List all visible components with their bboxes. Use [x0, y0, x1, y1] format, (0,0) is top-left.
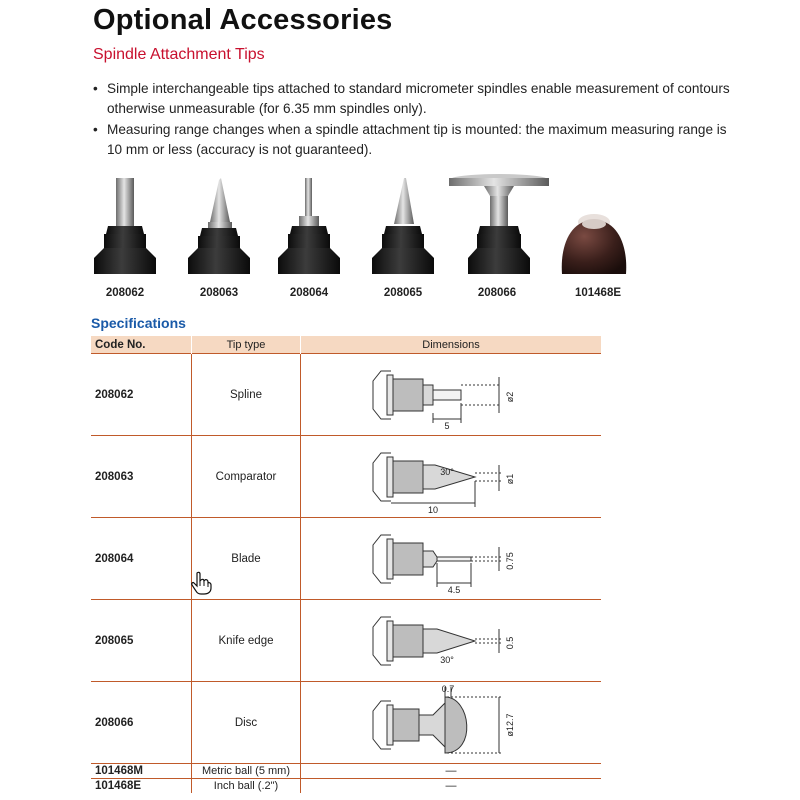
tip-type-cell: Knife edge	[192, 600, 301, 682]
dimension-cell	[301, 354, 602, 436]
code-cell: 208064	[91, 518, 192, 600]
column-header-dimensions: Dimensions	[301, 336, 602, 354]
table-row	[91, 779, 601, 794]
dimension-diameter-label: ø2	[505, 391, 515, 402]
tip-type-cell: Disc	[192, 682, 301, 764]
dimension-length-label: 4.5	[447, 584, 461, 595]
table-row	[91, 600, 601, 682]
table-row	[91, 436, 601, 518]
dimension-diameter-label: 0.5	[505, 636, 515, 649]
table-row	[91, 354, 601, 436]
tip-208063	[182, 170, 272, 282]
table-row	[91, 682, 601, 764]
table-row	[91, 764, 601, 779]
page-subtitle: Spindle Attachment Tips	[93, 46, 265, 63]
tip-101468E	[554, 170, 644, 282]
comparator-dimension-drawing	[351, 439, 551, 515]
tip-208064	[272, 170, 362, 282]
spline-tip-image	[88, 170, 178, 282]
tip-type-cell: Comparator	[192, 436, 301, 518]
tip-code-label: 208065	[383, 287, 423, 299]
dimension-angle-label: 30°	[440, 466, 454, 477]
code-cell: 208066	[91, 682, 192, 764]
tip-208065	[366, 170, 456, 282]
blade-tip-image	[272, 170, 362, 282]
tip-208062	[88, 170, 178, 282]
spline-dimension-drawing	[351, 357, 551, 433]
tip-code-label: 208066	[477, 287, 517, 299]
dimension-length-label: 5	[444, 420, 450, 431]
specifications-table	[91, 336, 601, 793]
tip-code-label: 208064	[289, 287, 329, 299]
bullet-item: • Measuring range changes when a spindle attachment tip is mounted: the maximum measuring range is 10 mm or less (accuracy is not guaranteed).	[93, 120, 733, 160]
dimension-thickness-label: 0.7	[441, 683, 455, 694]
tip-type-cell: Metric ball (5 mm)	[192, 764, 301, 779]
tip-code-label: 208063	[199, 287, 239, 299]
disc-tip-image	[444, 170, 554, 282]
code-cell: 208062	[91, 354, 192, 436]
tip-type-cell: Blade	[192, 518, 301, 600]
dimension-cell	[301, 600, 602, 682]
code-cell: 101468M	[91, 764, 192, 779]
code-cell: 208065	[91, 600, 192, 682]
blade-dimension-drawing	[351, 521, 551, 597]
code-cell: 208063	[91, 436, 192, 518]
page-title: Optional Accessories	[93, 4, 393, 36]
dimension-cell	[301, 436, 602, 518]
ball-tip-image	[554, 170, 644, 282]
hand-pointer-icon	[190, 571, 212, 600]
dimension-cell: —	[301, 779, 602, 794]
dimension-cell: —	[301, 764, 602, 779]
bullet-item: • Simple interchangeable tips attached to standard micrometer spindles enable measurement of contours otherwise unmeasurable (for 6.35 mm spindles only).	[93, 79, 733, 119]
table-header-row	[91, 336, 601, 354]
description-list	[93, 79, 733, 161]
knife-edge-dimension-drawing	[351, 603, 551, 679]
column-header-tip-type: Tip type	[192, 336, 301, 354]
dimension-angle-label: 30°	[440, 654, 454, 665]
tip-code-label: 208062	[105, 287, 145, 299]
tip-type-cell: Inch ball (.2")	[192, 779, 301, 794]
tip-208066	[444, 170, 554, 282]
tip-code-label: 101468E	[574, 287, 622, 299]
dimension-length-label: 10	[427, 504, 439, 515]
table-row	[91, 518, 601, 600]
tips-gallery	[88, 170, 648, 310]
dimension-diameter-label: ø1	[505, 473, 515, 484]
disc-dimension-drawing	[351, 683, 551, 763]
code-cell: 101468E	[91, 779, 192, 794]
dimension-diameter-label: 0.75	[505, 551, 515, 570]
dimension-cell	[301, 518, 602, 600]
knife-edge-tip-image	[366, 170, 456, 282]
dimension-cell	[301, 682, 602, 764]
dimension-diameter-label: ø12.7	[505, 712, 515, 737]
tip-type-cell: Spline	[192, 354, 301, 436]
comparator-tip-image	[182, 170, 272, 282]
specifications-heading: Specifications	[91, 315, 186, 331]
column-header-code: Code No.	[91, 336, 192, 354]
